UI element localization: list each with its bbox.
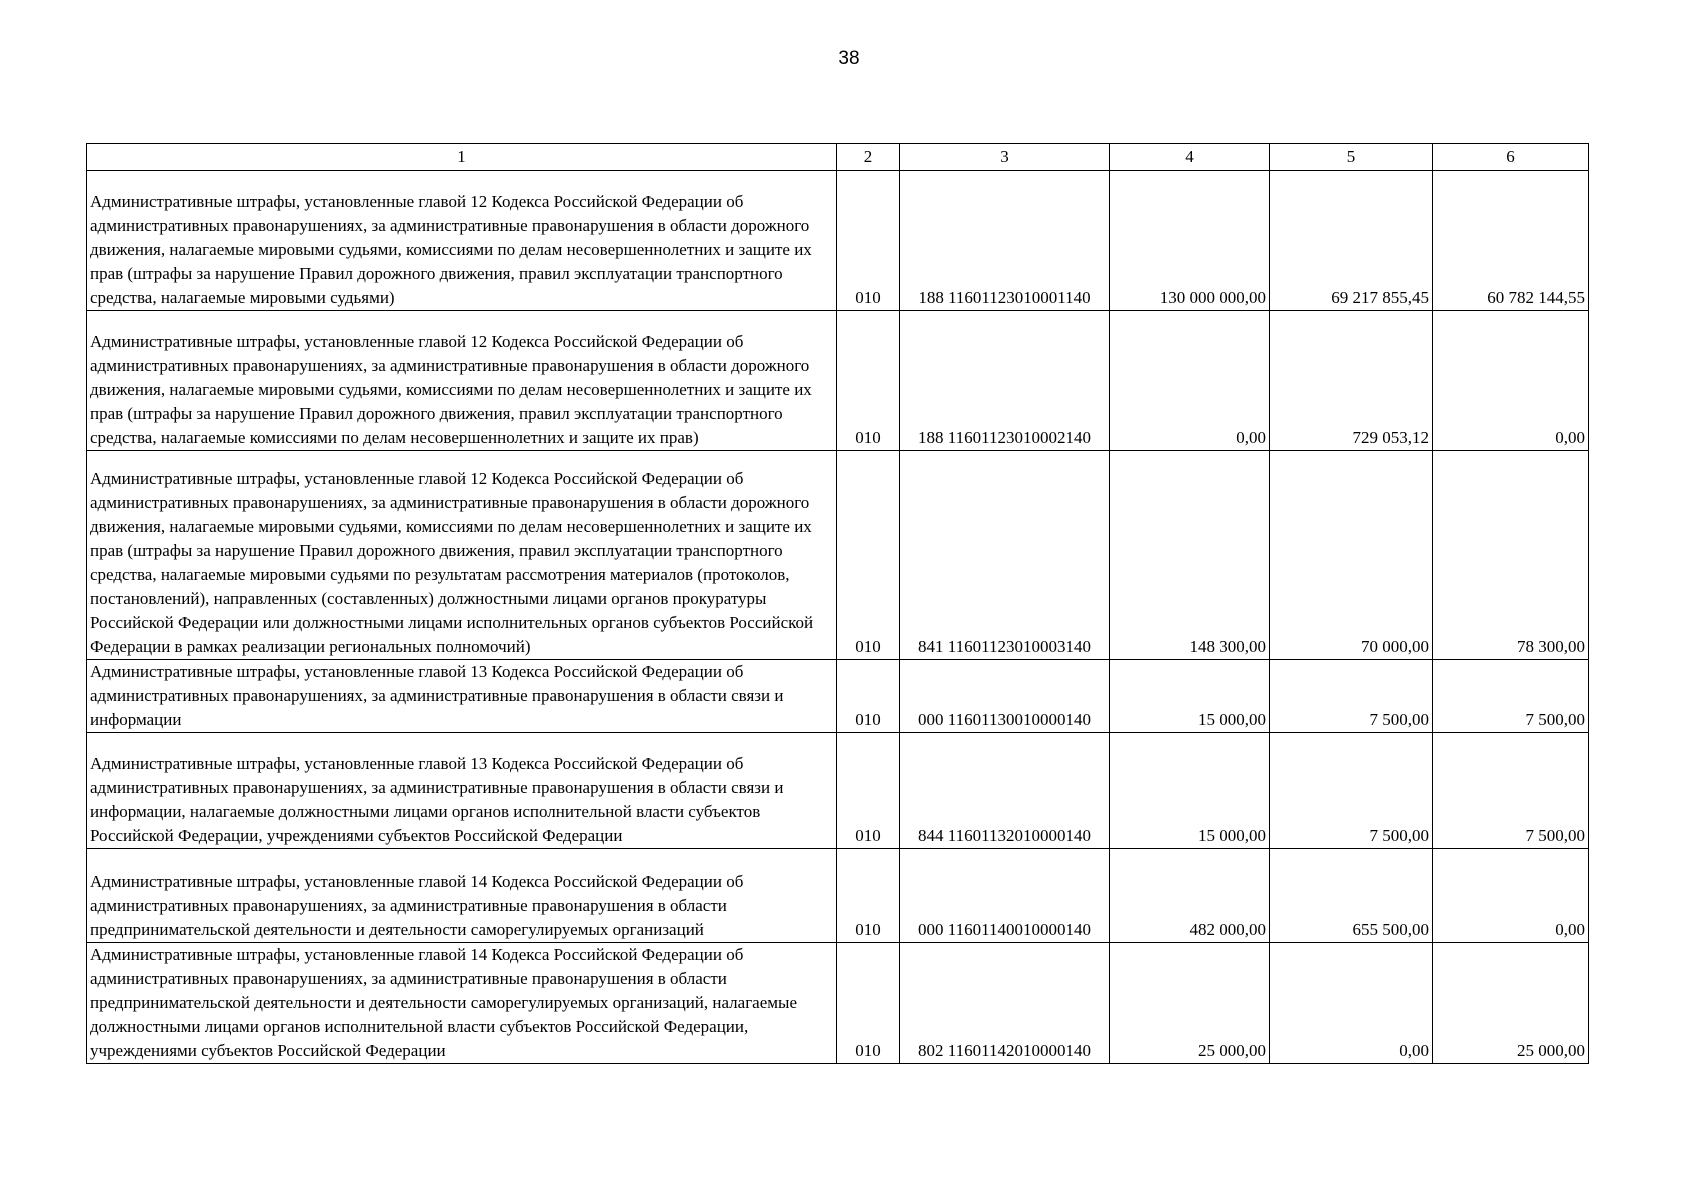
row-name: Административные штрафы, установленные главой 14 Кодекса Российской Федерации об административных правонарушениях, за административные правонарушения в области предпринимательской деятельности и деятельности саморегулируемых организаций xyxy=(87,849,837,943)
budget-classification-code: 000 11601140010000140 xyxy=(900,849,1110,943)
budget-classification-code: 844 11601132010000140 xyxy=(900,733,1110,849)
row-name: Административные штрафы, установленные главой 13 Кодекса Российской Федерации об административных правонарушениях, за административные правонарушения в области связи и информации, налагаемые должностными лицами органов исполнительной власти субъектов Российской Федерации, учреждениями субъектов Российской Федерации xyxy=(87,733,837,849)
value-col6: 25 000,00 xyxy=(1433,943,1589,1064)
table-row xyxy=(87,943,1589,1064)
budget-classification-code: 188 11601123010002140 xyxy=(900,311,1110,451)
value-col5: 69 217 855,45 xyxy=(1270,171,1433,311)
column-header-6: 6 xyxy=(1433,144,1589,171)
revenue-table xyxy=(86,143,1589,1064)
row-name: Административные штрафы, установленные главой 12 Кодекса Российской Федерации об административных правонарушениях, за административные правонарушения в области дорожного движения, налагаемые мировыми судьями, комиссиями по делам несовершеннолетних и защите их прав (штрафы за нарушение Правил дорожного движения, правил эксплуатации транспортного средства, налагаемые мировыми судьями) xyxy=(87,171,837,311)
value-col4: 0,00 xyxy=(1110,311,1270,451)
value-col5: 7 500,00 xyxy=(1270,733,1433,849)
column-header-5: 5 xyxy=(1270,144,1433,171)
table-row xyxy=(87,311,1589,451)
value-col4: 148 300,00 xyxy=(1110,451,1270,660)
row-code: 010 xyxy=(837,451,900,660)
value-col4: 15 000,00 xyxy=(1110,733,1270,849)
value-col5: 7 500,00 xyxy=(1270,660,1433,733)
row-code: 010 xyxy=(837,849,900,943)
row-code: 010 xyxy=(837,943,900,1064)
column-number-row xyxy=(87,144,1589,171)
row-name: Административные штрафы, установленные главой 12 Кодекса Российской Федерации об административных правонарушениях, за административные правонарушения в области дорожного движения, налагаемые мировыми судьями, комиссиями по делам несовершеннолетних и защите их прав (штрафы за нарушение Правил дорожного движения, правил эксплуатации транспортного средства, налагаемые мировыми судьями по результатам рассмотрения материалов (протоколов, постановлений), направленных (составленных) должностными лицами органов прокуратуры Российской Федерации или должностными лицами исполнительных органов субъектов Российской Федерации в рамках реализации региональных полномочий) xyxy=(87,451,837,660)
table-row xyxy=(87,733,1589,849)
value-col4: 15 000,00 xyxy=(1110,660,1270,733)
page-number: 38 xyxy=(838,48,860,69)
table-header xyxy=(87,144,1589,171)
value-col5: 729 053,12 xyxy=(1270,311,1433,451)
table-row xyxy=(87,660,1589,733)
column-header-4: 4 xyxy=(1110,144,1270,171)
row-name: Административные штрафы, установленные главой 12 Кодекса Российской Федерации об административных правонарушениях, за административные правонарушения в области дорожного движения, налагаемые мировыми судьями, комиссиями по делам несовершеннолетних и защите их прав (штрафы за нарушение Правил дорожного движения, правил эксплуатации транспортного средства, налагаемые комиссиями по делам несовершеннолетних и защите их прав) xyxy=(87,311,837,451)
value-col5: 655 500,00 xyxy=(1270,849,1433,943)
row-code: 010 xyxy=(837,733,900,849)
table-row xyxy=(87,451,1589,660)
table-body xyxy=(87,171,1589,1064)
budget-classification-code: 000 11601130010000140 xyxy=(900,660,1110,733)
value-col4: 482 000,00 xyxy=(1110,849,1270,943)
row-code: 010 xyxy=(837,311,900,451)
column-header-3: 3 xyxy=(900,144,1110,171)
row-name: Административные штрафы, установленные главой 14 Кодекса Российской Федерации об административных правонарушениях, за административные правонарушения в области предпринимательской деятельности и деятельности саморегулируемых организаций, налагаемые должностными лицами органов исполнительной власти субъектов Российской Федерации, учреждениями субъектов Российской Федерации xyxy=(87,943,837,1064)
value-col5: 70 000,00 xyxy=(1270,451,1433,660)
budget-classification-code: 841 11601123010003140 xyxy=(900,451,1110,660)
value-col4: 25 000,00 xyxy=(1110,943,1270,1064)
value-col5: 0,00 xyxy=(1270,943,1433,1064)
value-col6: 7 500,00 xyxy=(1433,660,1589,733)
value-col6: 0,00 xyxy=(1433,311,1589,451)
value-col6: 0,00 xyxy=(1433,849,1589,943)
column-header-2: 2 xyxy=(837,144,900,171)
row-code: 010 xyxy=(837,171,900,311)
row-name: Административные штрафы, установленные главой 13 Кодекса Российской Федерации об административных правонарушениях, за административные правонарушения в области связи и информации xyxy=(87,660,837,733)
value-col6: 7 500,00 xyxy=(1433,733,1589,849)
row-code: 010 xyxy=(837,660,900,733)
column-header-1: 1 xyxy=(87,144,837,171)
table-row xyxy=(87,849,1589,943)
budget-classification-code: 802 11601142010000140 xyxy=(900,943,1110,1064)
value-col6: 60 782 144,55 xyxy=(1433,171,1589,311)
budget-classification-code: 188 11601123010001140 xyxy=(900,171,1110,311)
table-row xyxy=(87,171,1589,311)
value-col6: 78 300,00 xyxy=(1433,451,1589,660)
value-col4: 130 000 000,00 xyxy=(1110,171,1270,311)
